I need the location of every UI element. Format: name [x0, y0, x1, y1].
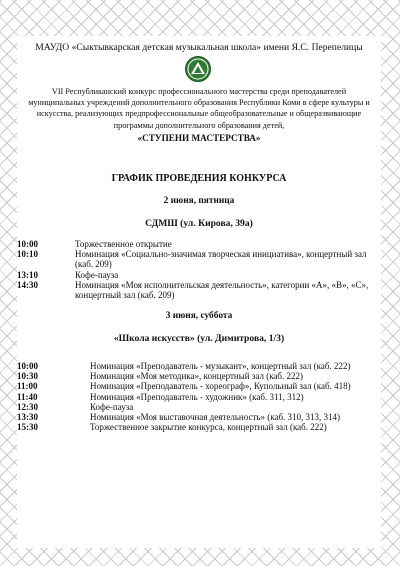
schedule-time: 10:10 — [17, 249, 38, 260]
schedule-time: 15:30 — [17, 422, 38, 433]
schedule-time: 13:10 — [17, 269, 38, 280]
schedule-time: 10:30 — [17, 371, 38, 382]
schedule-row — [17, 412, 381, 422]
schedule-event: Номинация «Моя выставочная деятельность» (каб. 310, 313, 314) — [90, 412, 341, 423]
schedule-row — [17, 381, 381, 391]
schedule-event: Кофе-пауза — [75, 269, 119, 280]
schedule-time: 10:00 — [17, 361, 38, 371]
schedule-event: Номинация «Моя исполнительская деятельность», категории «А», «В», «С», концертный зал (каб. 209) — [75, 279, 369, 301]
day2-venue: «Школа искусств» (ул. Димитрова, 1/3) — [113, 333, 285, 344]
schedule-row — [17, 361, 381, 371]
schedule-time: 11:00 — [17, 381, 38, 392]
schedule-row — [17, 422, 381, 432]
schedule-time: 11:40 — [17, 391, 38, 402]
schedule-event: Номинация «Преподаватель - художник» (каб. 311, 312) — [90, 391, 304, 402]
schedule-event: Торжественное закрытие конкурса, концертный зал (каб. 222) — [90, 422, 327, 433]
schedule-row — [17, 239, 381, 249]
schedule-event: Торжественное открытие — [75, 239, 172, 249]
school-emblem-icon — [185, 56, 211, 82]
schedule-event: Номинация «Преподаватель - музыкант», концертный зал (каб. 222) — [90, 361, 351, 371]
competition-description: VII Республиканский конкурс профессионального мастерства среди преподавателей муниципальных учреждений дополнительного образования Республики Коми в сфере культуры и искусства, реализующих предпрофессиональные общеобразовательные и общеразвивающие программы дополнительного образования детей, — [28, 87, 370, 130]
schedule-event: Кофе-пауза — [90, 401, 134, 412]
schedule-time: 13:30 — [17, 412, 38, 423]
schedule-time: 14:30 — [17, 279, 38, 290]
schedule-row — [17, 270, 381, 280]
schedule-row — [17, 392, 381, 402]
schedule-row — [17, 371, 381, 381]
day1-schedule — [17, 239, 381, 300]
schedule-row — [17, 280, 381, 300]
schedule-title: ГРАФИК ПРОВЕДЕНИЯ КОНКУРСА — [111, 173, 287, 184]
schedule-event: Номинация «Социально-значимая творческая инициатива», концертный зал (каб. 209) — [75, 249, 367, 270]
schedule-time: 10:00 — [17, 239, 38, 249]
day2-schedule — [17, 361, 381, 432]
schedule-event: Номинация «Преподаватель - хореограф», Купольный зал (каб. 418) — [90, 381, 351, 392]
day1-date: 2 июня, пятница — [163, 196, 235, 206]
schedule-row — [17, 249, 381, 269]
schedule-row — [17, 402, 381, 412]
school-header: МАУДО «Сыктывкарская детская музыкальная школа» имени Я.С. Перепелицы — [35, 42, 363, 53]
day2-date: 3 июня, суббота — [165, 311, 233, 321]
festival-name: «СТУПЕНИ МАСТЕРСТВА» — [137, 133, 261, 143]
schedule-time: 12:30 — [17, 401, 38, 412]
document-page — [17, 36, 381, 548]
day1-venue: СДМШ (ул. Кирова, 39а) — [145, 218, 253, 229]
schedule-event: Номинация «Моя методика», концертный зал (каб. 222) — [90, 371, 304, 382]
